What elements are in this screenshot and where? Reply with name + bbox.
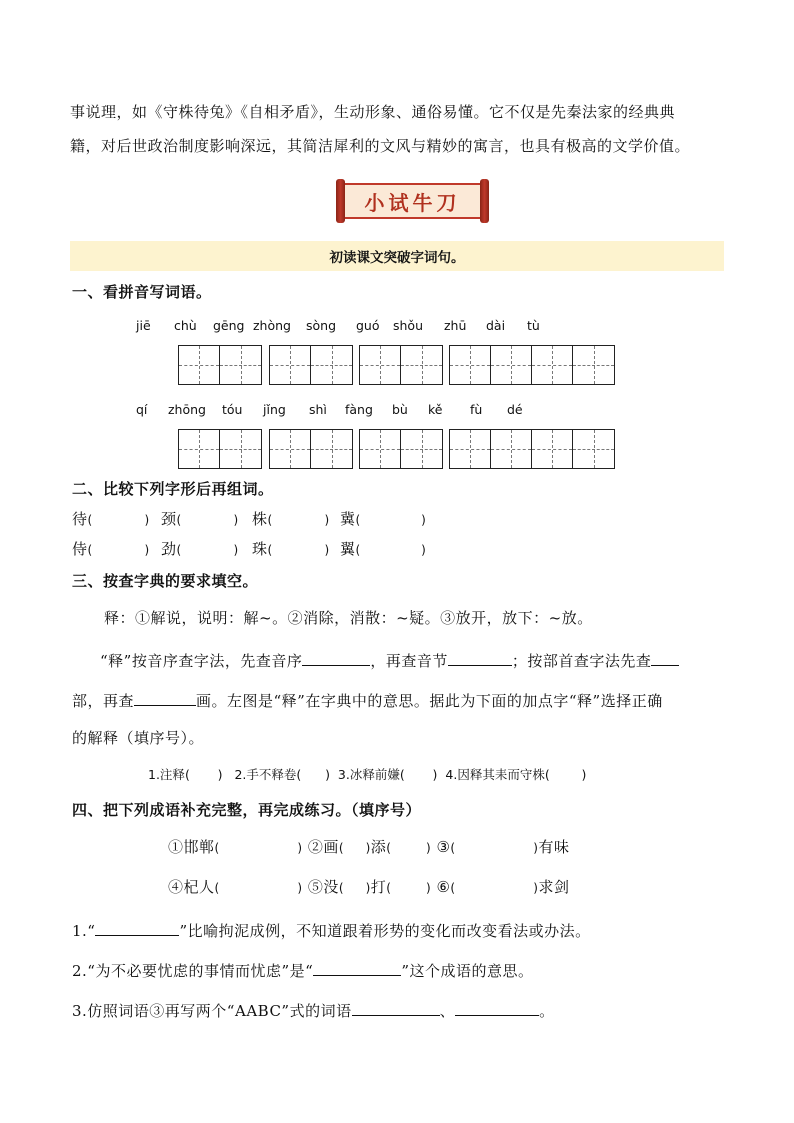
pinyin: kě — [428, 402, 443, 417]
writing-grid[interactable] — [449, 429, 615, 469]
grid-cell[interactable] — [491, 346, 532, 384]
pinyin: zhū — [444, 318, 467, 333]
pinyin: chù — [174, 318, 197, 333]
pinyin: sòng — [306, 318, 337, 333]
q3-definition: 释：①解说，说明：解~。②消除，消散：~疑。③放开，放下：~放。 — [104, 609, 593, 627]
pinyin: jiē — [136, 318, 151, 333]
writing-grid[interactable] — [359, 429, 443, 469]
pinyin: gēng — [213, 318, 245, 333]
pinyin: dé — [507, 402, 523, 417]
q4-idiom-row-1: ①邯郸( ) ②画( )添( ) ③( )有味 — [168, 838, 570, 856]
pinyin: fàng — [345, 402, 373, 417]
grid-cell[interactable] — [270, 346, 311, 384]
grid-cell[interactable] — [491, 430, 532, 468]
pinyin: jǐng — [263, 402, 286, 417]
q4-sentence-2: 2.“为不必要忧虑的事情而忧虑”是“ ”这个成语的意思。 — [72, 962, 534, 980]
q4-sentence-1: 1.“ ”比喻拘泥成例，不知道跟着形势的变化而改变看法或办法。 — [72, 922, 591, 940]
blank-idiom-1[interactable] — [95, 935, 179, 936]
scroll-banner — [336, 179, 489, 223]
pinyin: zhōng — [168, 402, 206, 417]
blank-yinjie[interactable] — [448, 665, 512, 666]
pinyin: fù — [470, 402, 483, 417]
pinyin: tóu — [222, 402, 243, 417]
intro-line-2: 籍，对后世政治制度影响深远，其简洁犀利的文风与精妙的寓言，也具有极高的文学价值。 — [70, 137, 691, 155]
q2-char: 翼( ) — [340, 540, 427, 558]
scroll-roll-right-icon — [480, 179, 489, 223]
intro-line-1: 事说理，如《守株待兔》《自相矛盾》，生动形象、通俗易懂。它不仅是先秦法家的经典典 — [70, 103, 676, 121]
writing-grid[interactable] — [178, 429, 262, 469]
grid-cell[interactable] — [401, 346, 442, 384]
grid-cell[interactable] — [360, 346, 401, 384]
grid-cell[interactable] — [311, 346, 352, 384]
writing-grid[interactable] — [269, 429, 353, 469]
section-title: 初读课文突破字词句。 — [329, 250, 465, 266]
q4-title: 四、把下列成语补充完整，再完成练习。（填序号） — [72, 801, 422, 819]
writing-grid[interactable] — [269, 345, 353, 385]
grid-cell[interactable] — [179, 430, 220, 468]
banner-title: 小试牛刀 — [364, 190, 461, 215]
pinyin: zhòng — [253, 318, 291, 333]
pinyin: bù — [392, 402, 408, 417]
pinyin: tù — [527, 318, 540, 333]
blank-yinxu[interactable] — [302, 665, 370, 666]
pinyin: qí — [136, 402, 148, 417]
blank-word-1[interactable] — [352, 1015, 440, 1016]
q3-title: 三、按查字典的要求填空。 — [72, 572, 259, 590]
grid-cell[interactable] — [450, 430, 491, 468]
grid-cell[interactable] — [573, 346, 614, 384]
pinyin: shì — [309, 402, 327, 417]
blank-bushou[interactable] — [651, 665, 679, 666]
grid-cell[interactable] — [270, 430, 311, 468]
q2-char: 冀( ) — [340, 510, 427, 528]
grid-cell[interactable] — [360, 430, 401, 468]
blank-word-2[interactable] — [455, 1015, 539, 1016]
grid-cell[interactable] — [220, 430, 261, 468]
scroll-paper — [345, 183, 480, 219]
q2-char: 颈( ) — [161, 510, 239, 528]
q3-para-1: “释”按音序查字法，先查音序 ，再查音节 ；按部首查字法先查 — [100, 650, 679, 671]
blank-idiom-2[interactable] — [313, 975, 401, 976]
grid-cell[interactable] — [532, 346, 573, 384]
writing-grid[interactable] — [178, 345, 262, 385]
pinyin: guó — [356, 318, 380, 333]
pinyin: dài — [486, 318, 506, 333]
pinyin: shǒu — [393, 318, 424, 333]
grid-cell[interactable] — [220, 346, 261, 384]
grid-cell[interactable] — [532, 430, 573, 468]
q2-char: 株( ) — [252, 510, 330, 528]
scroll-roll-left-icon — [336, 179, 345, 223]
blank-hua[interactable] — [134, 705, 196, 706]
q1-title: 一、看拼音写词语。 — [72, 283, 212, 301]
q3-para-3: 的解释（填序号）。 — [72, 729, 205, 747]
section-header — [70, 241, 724, 271]
writing-grid[interactable] — [449, 345, 615, 385]
grid-cell[interactable] — [450, 346, 491, 384]
q2-char: 待( ) — [72, 510, 150, 528]
q2-title: 二、比较下列字形后再组词。 — [72, 480, 274, 498]
q2-char: 劲( ) — [161, 540, 239, 558]
q2-char: 珠( ) — [252, 540, 330, 558]
q4-sentence-3: 3.仿照词语③再写两个“AABC”式的词语 、 。 — [72, 1002, 555, 1020]
q4-idiom-row-2: ④杞人( ) ⑤没( )打( ) ⑥( )求剑 — [168, 878, 570, 896]
grid-cell[interactable] — [179, 346, 220, 384]
q2-char: 侍( ) — [72, 540, 150, 558]
q3-para-2: 部，再查 画。左图是“释”在字典中的意思。据此为下面的加点字“释”选择正确 — [72, 692, 663, 710]
writing-grid[interactable] — [359, 345, 443, 385]
q3-items: 1.注释( ) 2.手不释卷( ) 3.冰释前嫌( ) 4.因释其耒而守株( ) — [148, 767, 587, 782]
grid-cell[interactable] — [311, 430, 352, 468]
grid-cell[interactable] — [573, 430, 614, 468]
grid-cell[interactable] — [401, 430, 442, 468]
